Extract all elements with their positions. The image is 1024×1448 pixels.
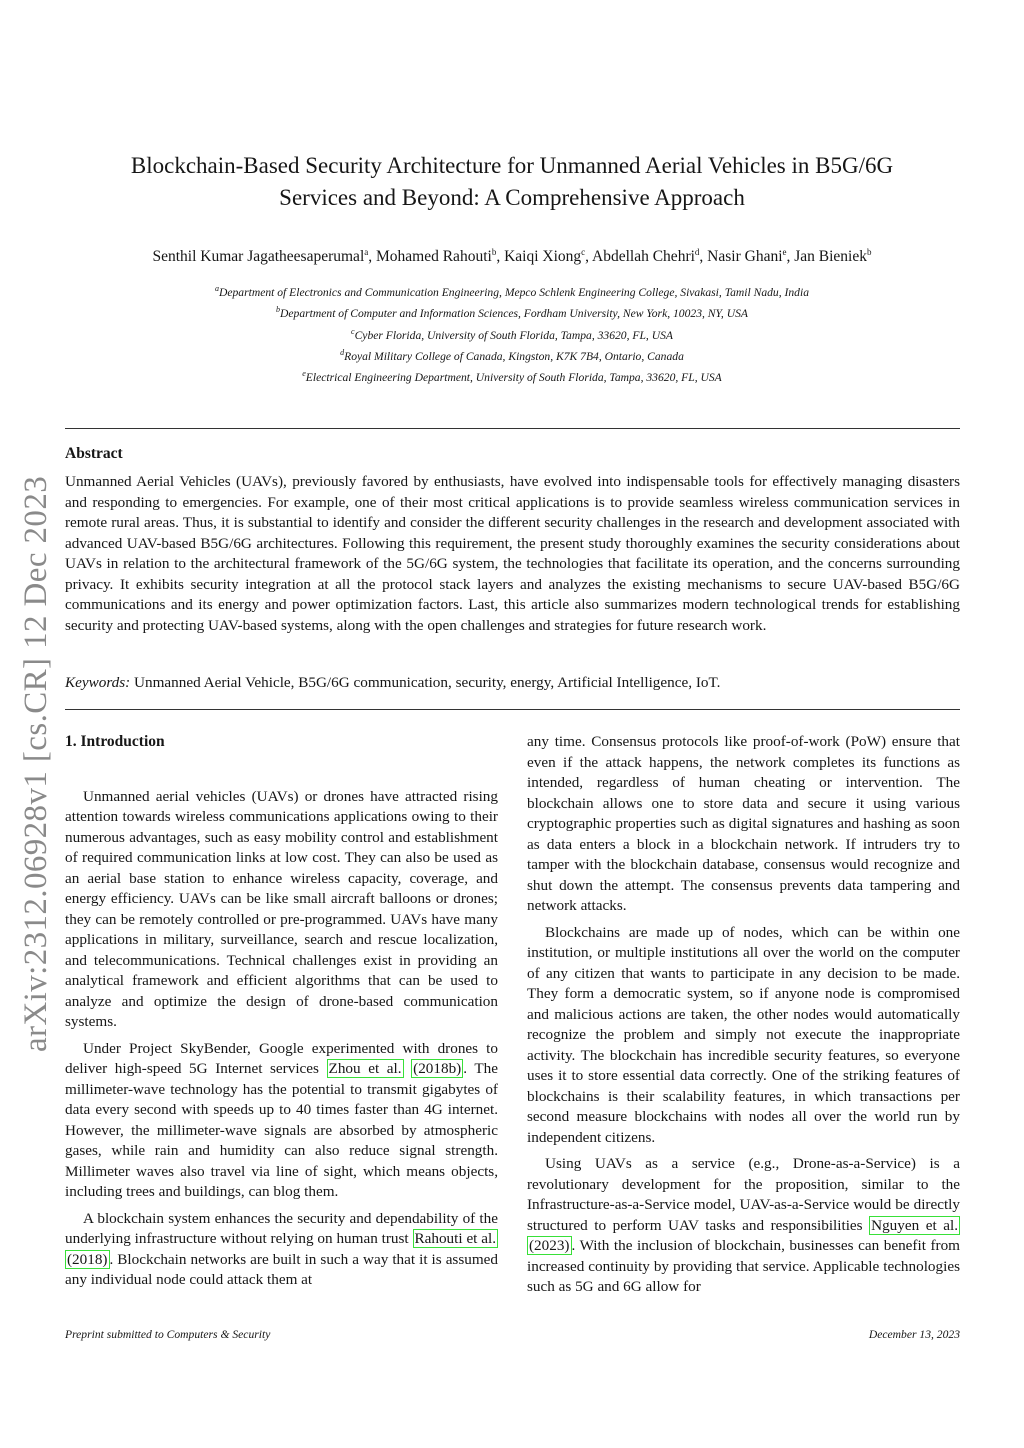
abstract-text: Unmanned Aerial Vehicles (UAVs), previously favored by enthusiasts, have evolved into indispensable tools for effectively managing disasters and responding to emergencies. For example, one of their most critical applications is to provide seamless wireless communication services in remote rural areas. Thus, it is substantial to identify and consider the different security challenges in the research and development associated with advanced UAV-based B5G/6G architectures. Following this requirement, the present study thoroughly examines the security considerations about UAVs in relation to the architectural framework of the 5G/6G system, the technologies that facilitate its operation, and the concerns surrounding privacy. It exhibits security integration at all the protocol stack layers and analyzes the existing mechanisms to secure UAV-based B5G/6G communications and its energy and power optimization factors. Last, this article also summarizes modern technological trends for establishing security and protecting UAV-based systems, along with the open challenges and strategies for future research work. (65, 473, 960, 634)
citation-link[interactable]: Nguyen et al. (871, 1216, 958, 1234)
divider (65, 428, 960, 429)
footer-journal: Preprint submitted to Computers & Security (65, 1328, 271, 1341)
author: Jan Bieniek$^b$ (794, 247, 872, 266)
right-column (527, 732, 960, 1304)
author: Senthil Kumar Jagatheesaperumal$^a$ (152, 247, 369, 266)
paragraph: any time. Consensus protocols like proof-of-work (PoW) ensure that even if the attack happens, the network completes its functions as intended, regardless of human cheating or intervention. The blockchain allows one to store data and secure it using various cryptographic properties such as digital signatures and hashing as soon as data enters a block in a blockchain network. If intruders try to tamper with the blockchain database, consensus would recognize and shut down the attempt. The consensus prevents data tampering and network attacks. (527, 733, 960, 914)
affiliation: $^b$Department of Computer and Information Sciences, Fordham University, New York, 10023, NY, USA (276, 305, 748, 321)
paper-title (60, 150, 964, 214)
affiliation: $^c$Cyber Florida, University of South Florida, Tampa, 33620, FL, USA (351, 326, 673, 342)
citation-year-link[interactable]: (2018) (67, 1250, 108, 1268)
section-heading: 1. Introduction (65, 733, 165, 750)
arxiv-stamp: arXiv:2312.06928v1 [cs.CR] 12 Dec 2023 (18, 475, 54, 1052)
title-line-2: Services and Beyond: A Comprehensive Approach (279, 185, 745, 210)
affiliation: $^d$Royal Military College of Canada, Kingston, K7K 7B4, Ontario, Canada (340, 348, 684, 363)
author: Kaiqi Xiong$^c$ (504, 247, 586, 266)
abstract-heading: Abstract (65, 445, 123, 462)
keywords-label: Keywords: (65, 674, 131, 691)
citation-year-link[interactable]: (2023) (529, 1237, 570, 1254)
keywords (65, 673, 960, 694)
left-column (65, 732, 498, 1297)
citation-link[interactable]: Zhou et al. (328, 1060, 402, 1077)
footer-date: December 13, 2023 (868, 1328, 960, 1341)
author: Nasir Ghani$^e$ (707, 247, 787, 266)
citation-year-link[interactable]: (2018b) (413, 1060, 462, 1077)
author: Abdellah Chehri$^d$ (592, 247, 700, 266)
author-list: Senthil Kumar Jagatheesaperumal$^a$, Mohamed Rahouti$^b$, Kaiqi Xiong$^c$, Abdellah Chehri$^d$, Nasir Ghani$^e$, Jan Bieniek$^b$ (152, 247, 872, 266)
affiliation-list (60, 280, 964, 387)
citation-link[interactable]: Rahouti et al. (414, 1230, 497, 1247)
paragraph: Under Project SkyBender, Google experimented with drones to deliver high-speed 5G Internet services Zhou et al. (2018b) . The millimeter-wave technology has the potential to transmit gigabytes of data every second with speeds up to 40 times faster than 4G internet. However, the millimeter-wave signals are absorbed by atmospheric gases, while rain and humidity can also reduce signal strength. Millimeter waves also travel via line of sight, which means objects, including trees and buildings, can blog them. (65, 1039, 498, 1200)
paragraph: Blockchains are made up of nodes, which can be within one institution, or multiple institutions all over the world on the computer of any citizen that wants to participate in any decision to be made. They form a democratic system, so if anyone node is compromised and malicious actions are taken, the other nodes would automatically recognize the problem and simply not execute the inappropriate activity. The blockchain has incredible security features, so everyone uses it to store essential data correctly. One of the striking features of blockchains is their scalability features, in which transactions per second measure blockchains with nodes all over the world run by independent citizens. (527, 923, 960, 1146)
affiliation: $^e$Electrical Engineering Department, University of South Florida, Tampa, 33620, FL, USA (302, 369, 722, 385)
keywords-text: Unmanned Aerial Vehicle, B5G/6G communication, security, energy, Artificial Intelligence, IoT. (134, 674, 721, 691)
divider (65, 709, 960, 710)
author: Mohamed Rahouti$^b$ (376, 247, 497, 266)
paragraph: Using UAVs as a service (e.g., Drone-as-a-Service) is a revolutionary development for the proposition, similar to the Infrastructure-as-a-Service model, UAV-as-a-Service would be directly structured to perform UAV tasks and responsibilities Nguyen et al. (2023) . With the inclusion of blockchain, businesses can benefit from increased continuity by providing that service. Applicable technologies such as 5G and 6G allow for (527, 1155, 960, 1295)
title-line-1: Blockchain-Based Security Architecture for Unmanned Aerial Vehicles in B5G/6G (130, 153, 894, 178)
paragraph: A blockchain system enhances the security and dependability of the underlying infrastructure without relying on human trust Rahouti et al. (2018) . Blockchain networks are built in such a way that it is assumed any individual node could attack them at (65, 1209, 498, 1288)
affiliation: $^a$Department of Electronics and Communication Engineering, Mepco Schlenk Engineering College, Sivakasi, Tamil Nadu, India (214, 284, 809, 299)
paragraph: Unmanned aerial vehicles (UAVs) or drones have attracted rising attention towards wireless communications applications owing to their numerous advantages, such as easy mobility control and establishment of required communication links at low cost. They can also be used as an aerial base station to enhance wireless capacity, coverage, and energy efficiency. UAVs can be like small aircraft balloons or drones; they can be remotely controlled or pre-programmed. UAVs have many applications in military, surveillance, search and rescue localization, and telecommunications. Technical challenges exist in providing an analytical framework and efficient algorithms that can be used to analyze and optimize the design of drone-based communication systems. (65, 787, 498, 1030)
